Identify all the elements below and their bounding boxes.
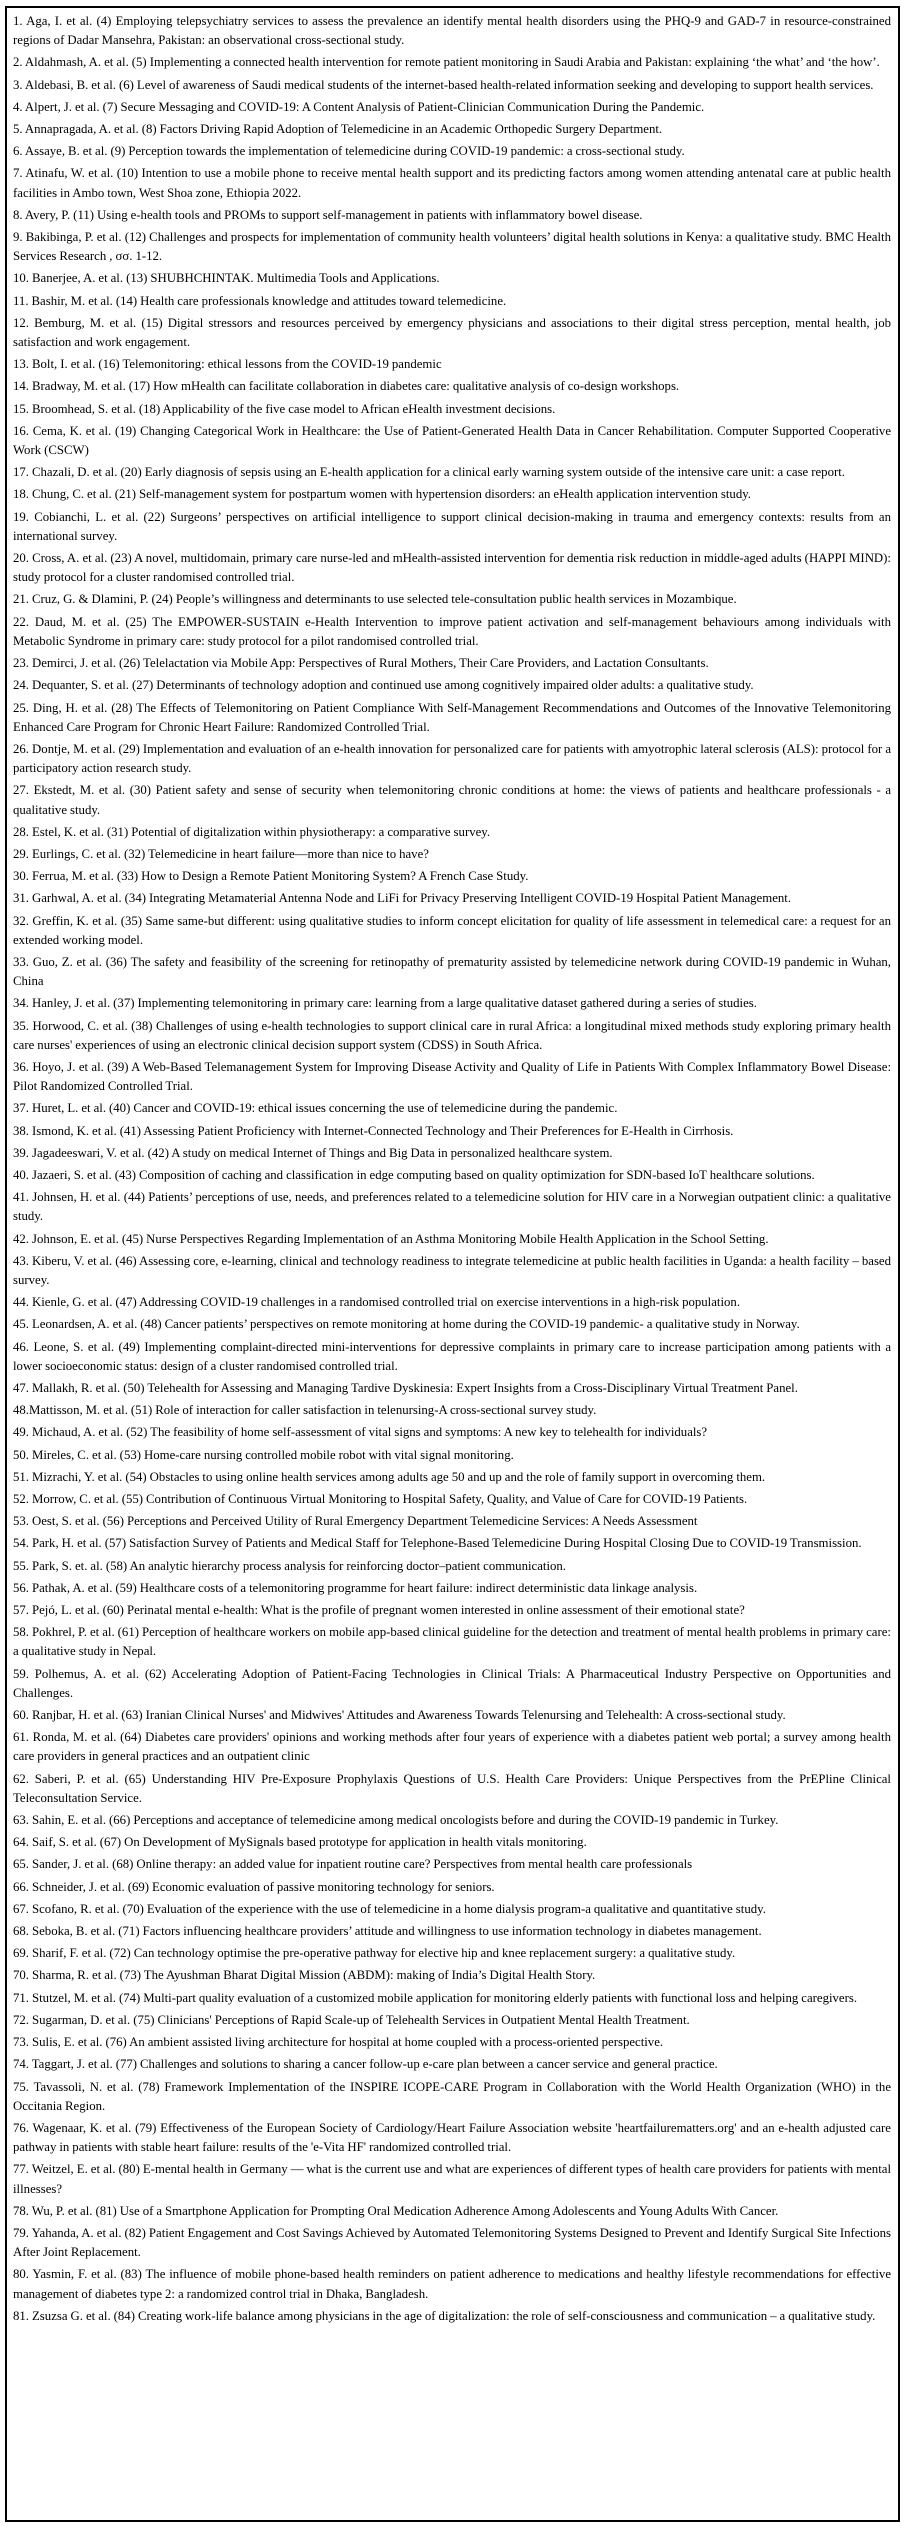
reference-item: 46. Leone, S. et al. (49) Implementing complaint-directed mini-interventions for depressive complaints in primary care to increase participation among patients with a lower socioeconomic status: design of a cluster randomised controlled trial. [13, 1339, 891, 1373]
reference-item: 6. Assaye, B. et al. (9) Perception towards the implementation of telemedicine during COVID-19 pandemic: a cross-sectional study. [13, 144, 685, 159]
reference-item: 50. Mireles, C. et al. (53) Home-care nursing controlled mobile robot with vital signal monitoring. [13, 1447, 514, 1462]
reference-item: 1. Aga, I. et al. (4) Employing telepsychiatry services to assess the prevalence an identify mental health disorders using the PHQ-9 and GAD-7 in resource-constrained regions of Dadar Mansehra, Pakistan: an observational cross-sectional study. [13, 14, 891, 48]
reference-item: 29. Eurlings, C. et al. (32) Telemedicine in heart failure—more than nice to have? [13, 846, 429, 861]
reference-item: 22. Daud, M. et al. (25) The EMPOWER-SUSTAIN e-Health Intervention to improve patient activation and self-management behaviours among individuals with Metabolic Syndrome in primary care: study protocol for a pilot randomised controlled trial. [13, 614, 891, 648]
reference-item: 9. Bakibinga, P. et al. (12) Challenges and prospects for implementation of community health volunteers’ digital health solutions in Kenya: a qualitative study. BMC Health Services Research , σσ. 1-12. [13, 230, 891, 264]
reference-item: 34. Hanley, J. et al. (37) Implementing telemonitoring in primary care: learning from a large qualitative dataset gathered during a series of studies. [13, 996, 757, 1011]
reference-item: 72. Sugarman, D. et al. (75) Clinicians' Perceptions of Rapid Scale-up of Telehealth Services in Outpatient Mental Health Treatment. [13, 2012, 690, 2027]
reference-item: 12. Bemburg, M. et al. (15) Digital stressors and resources perceived by emergency physicians and associations to their digital stress perception, mental health, job satisfaction and work engagement. [13, 315, 891, 350]
reference-item: 31. Garhwal, A. et al. (34) Integrating Metamaterial Antenna Node and LiFi for Privacy Preserving Intelligent COVID-19 Hospital Patient Management. [13, 891, 792, 906]
reference-item: 2. Aldahmash, A. et al. (5) Implementing a connected health intervention for remote patient monitoring in Saudi Arabia and Pakistan: explaining ‘the what’ and ‘the how’. [13, 55, 880, 70]
reference-item: 65. Sander, J. et al. (68) Online therapy: an added value for inpatient routine care? Perspectives from mental health care professionals [13, 1857, 693, 1872]
reference-item: 11. Bashir, M. et al. (14) Health care professionals knowledge and attitudes toward telemedicine. [13, 293, 507, 308]
reference-item: 66. Schneider, J. et al. (69) Economic evaluation of passive monitoring technology for seniors. [13, 1879, 495, 1894]
reference-item: 21. Cruz, G. & Dlamini, P. (24) People’s willingness and determinants to use selected tele-consultation public health services in Mozambique. [13, 592, 737, 607]
reference-item: 35. Horwood, C. et al. (38) Challenges of using e-health technologies to support clinical care in rural Africa: a longitudinal mixed methods study exploring primary health care nurses' experiences of using an electronic clinical decision support system (CDSS) in South Africa. [13, 1018, 891, 1052]
reference-item: 77. Weitzel, E. et al. (80) E-mental health in Germany — what is the current use and what are experiences of different types of health care providers for patients with mental illnesses? [13, 2162, 891, 2196]
reference-item: 58. Pokhrel, P. et al. (61) Perception of healthcare workers on mobile app-based clinical guideline for the detection and treatment of mental health problems in primary care: a qualitative study in Nepal. [13, 1625, 891, 1659]
reference-item: 78. Wu, P. et al. (81) Use of a Smartphone Application for Prompting Oral Medication Adherence Among Adolescents and Young Adults With Cancer. [13, 2203, 779, 2218]
reference-list [13, 12, 891, 2326]
reference-item: 42. Johnson, E. et al. (45) Nurse Perspectives Regarding Implementation of an Asthma Monitoring Mobile Health Application in the School Setting. [13, 1231, 769, 1246]
reference-item: 68. Seboka, B. et al. (71) Factors influencing healthcare providers’ attitude and willingness to use information technology in diabetes management. [13, 1924, 762, 1939]
reference-item: 19. Cobianchi, L. et al. (22) Surgeons’ perspectives on artificial intelligence to support clinical decision-making in trauma and emergency contexts: results from an international survey. [13, 509, 891, 543]
reference-item: 59. Polhemus, A. et al. (62) Accelerating Adoption of Patient-Facing Technologies in Clinical Trials: A Pharmaceutical Industry Perspective on Opportunities and Challenges. [13, 1666, 891, 1700]
reference-item: 69. Sharif, F. et al. (72) Can technology optimise the pre-operative pathway for elective hip and knee replacement surgery: a qualitative study. [13, 1946, 736, 1961]
reference-item: 73. Sulis, E. et al. (76) An ambient assisted living architecture for hospital at home coupled with a process-oriented perspective. [13, 2035, 664, 2050]
reference-item: 7. Atinafu, W. et al. (10) Intention to use a mobile phone to receive mental health support and its predicting factors among women attending antenatal care at public health facilities in Ambo town, West Shoa zone, Ethiopia 2022. [13, 166, 891, 200]
reference-item: 48.Mattisson, M. et al. (51) Role of interaction for caller satisfaction in telenursing-A cross-sectional survey study. [13, 1403, 597, 1418]
reference-item: 25. Ding, H. et al. (28) The Effects of Telemonitoring on Patient Compliance With Self-Management Recommendations and Outcomes of the Innovative Telemonitoring Enhanced Care Program for Chronic Heart Failure: Randomized Controlled Trial. [13, 700, 891, 734]
reference-item: 4. Alpert, J. et al. (7) Secure Messaging and COVID-19: A Content Analysis of Patient-Clinician Communication During the Pandemic. [13, 99, 705, 114]
reference-item: 16. Cema, K. et al. (19) Changing Categorical Work in Healthcare: the Use of Patient-Generated Health Data in Cancer Rehabilitation. Computer Supported Cooperative Work (CSCW) [13, 423, 891, 458]
reference-item: 49. Michaud, A. et al. (52) The feasibility of home self-assessment of vital signs and symptoms: A new key to telehealth for individuals? [13, 1425, 708, 1440]
reference-item: 38. Ismond, K. et al. (41) Assessing Patient Proficiency with Internet-Connected Technology and Their Preferences for E-Health in Cirrhosis. [13, 1123, 734, 1138]
reference-item: 43. Kiberu, V. et al. (46) Assessing core, e-learning, clinical and technology readiness to integrate telemedicine at public health facilities in Uganda: a health facility – based survey. [13, 1253, 891, 1287]
reference-item: 64. Saif, S. et al. (67) On Development of MySignals based prototype for application in health vitals monitoring. [13, 1835, 587, 1850]
reference-item: 57. Pejó, L. et al. (60) Perinatal mental e-health: What is the profile of pregnant women interested in online assessment of their emotional state? [13, 1603, 745, 1618]
reference-item: 32. Greffin, K. et al. (35) Same same-but different: using qualitative studies to inform concept elicitation for quality of life assessment in telemedical care: a request for an extended working model. [13, 913, 891, 947]
reference-item: 44. Kienle, G. et al. (47) Addressing COVID-19 challenges in a randomised controlled trial on exercise interventions in a high-risk population. [13, 1295, 741, 1310]
reference-item: 39. Jagadeeswari, V. et al. (42) A study on medical Internet of Things and Big Data in personalized healthcare system. [13, 1145, 613, 1160]
reference-item: 75. Tavassoli, N. et al. (78) Framework Implementation of the INSPIRE ICOPE-CARE Program in Collaboration with the World Health Organization (WHO) in the Occitania Region. [13, 2079, 891, 2113]
reference-item: 13. Bolt, I. et al. (16) Telemonitoring: ethical lessons from the COVID-19 pandemic [13, 357, 442, 372]
reference-item: 36. Hoyo, J. et al. (39) A Web-Based Telemanagement System for Improving Disease Activity and Quality of Life in Patients With Complex Inflammatory Bowel Disease: Pilot Randomized Controlled Trial. [13, 1059, 891, 1094]
reference-item: 61. Ronda, M. et al. (64) Diabetes care providers' opinions and working methods after four years of experience with a diabetes patient web portal; a survey among health care providers in general practices and an outpatient clinic [13, 1730, 891, 1764]
reference-item: 54. Park, H. et al. (57) Satisfaction Survey of Patients and Medical Staff for Telephone-Based Telemedicine During Hospital Closing Due to COVID-19 Transmission. [13, 1536, 862, 1551]
reference-item: 51. Mizrachi, Y. et al. (54) Obstacles to using online health services among adults age 50 and up and the role of family support in overcoming them. [13, 1469, 766, 1484]
reference-item: 41. Johnsen, H. et al. (44) Patients’ perceptions of use, needs, and preferences related to a telemedicine solution for HIV care in a Norwegian outpatient clinic: a qualitative study. [13, 1190, 891, 1224]
reference-item: 33. Guo, Z. et al. (36) The safety and feasibility of the screening for retinopathy of prematurity assisted by telemedicine network during COVID-19 pandemic in Wuhan, China [13, 954, 891, 989]
reference-item: 70. Sharma, R. et al. (73) The Ayushman Bharat Digital Mission (ABDM): making of India’s Digital Health Story. [13, 1968, 596, 1983]
reference-item: 74. Taggart, J. et al. (77) Challenges and solutions to sharing a cancer follow-up e-care plan between a cancer service and general practice. [13, 2057, 718, 2072]
reference-item: 23. Demirci, J. et al. (26) Telelactation via Mobile App: Perspectives of Rural Mothers, Their Care Providers, and Lactation Consultants. [13, 656, 709, 671]
reference-item: 62. Saberi, P. et al. (65) Understanding HIV Pre-Exposure Prophylaxis Questions of U.S. Health Care Providers: Unique Perspectives from the PrEPline Clinical Teleconsultation Service. [13, 1771, 891, 1805]
reference-item: 63. Sahin, E. et al. (66) Perceptions and acceptance of telemedicine among medical oncologists before and during the COVID-19 pandemic in Turkey. [13, 1813, 779, 1828]
reference-item: 47. Mallakh, R. et al. (50) Telehealth for Assessing and Managing Tardive Dyskinesia: Expert Insights from a Cross-Disciplinary Virtual Treatment Panel. [13, 1381, 798, 1395]
reference-item: 45. Leonardsen, A. et al. (48) Cancer patients’ perspectives on remote monitoring at home during the COVID-19 pandemic- a qualitative study in Norway. [13, 1317, 800, 1332]
reference-item: 8. Avery, P. (11) Using e-health tools and PROMs to support self-management in patients with inflammatory bowel disease. [13, 207, 643, 222]
reference-item: 40. Jazaeri, S. et al. (43) Composition of caching and classification in edge computing based on quality optimization for SDN-based IoT healthcare solutions. [13, 1167, 815, 1182]
reference-item: 26. Dontje, M. et al. (29) Implementation and evaluation of an e-health innovation for personalized care for patients with amyotrophic lateral sclerosis (ALS): protocol for a participatory action research study. [13, 741, 891, 776]
reference-item: 3. Aldebasi, B. et al. (6) Level of awareness of Saudi medical students of the internet-based health-related information seeking and developing to support health services. [13, 77, 874, 92]
reference-item: 15. Broomhead, S. et al. (18) Applicability of the five case model to African eHealth investment decisions. [13, 401, 556, 416]
reference-item: 55. Park, S. et. al. (58) An analytic hierarchy process analysis for reinforcing doctor–patient communication. [13, 1558, 566, 1573]
reference-item: 18. Chung, C. et al. (21) Self-management system for postpartum women with hypertension disorders: an eHealth application intervention study. [13, 487, 751, 502]
reference-item: 79. Yahanda, A. et al. (82) Patient Engagement and Cost Savings Achieved by Automated Telemonitoring Systems Designed to Prevent and Identify Surgical Site Infections After Joint Replacement. [13, 2225, 891, 2260]
reference-item: 30. Ferrua, M. et al. (33) How to Design a Remote Patient Monitoring System? A French Case Study. [13, 869, 529, 884]
reference-item: 71. Stutzel, M. et al. (74) Multi-part quality evaluation of a customized mobile application for monitoring elderly patients with functional loss and helping caregivers. [13, 1990, 858, 2005]
reference-item: 20. Cross, A. et al. (23) A novel, multidomain, primary care nurse-led and mHealth-assisted intervention for dementia risk reduction in middle-aged adults (HAPPI MIND): study protocol for a cluster randomised controlled trial. [13, 551, 891, 585]
reference-item: 52. Morrow, C. et al. (55) Contribution of Continuous Virtual Monitoring to Hospital Safety, Quality, and Value of Care for COVID-19 Patients. [13, 1492, 748, 1507]
reference-item: 76. Wagenaar, K. et al. (79) Effectiveness of the European Society of Cardiology/Heart Failure Association website 'heartfailurematters.org' and an e-health adjusted care pathway in patients with stable heart failure: results of the 'e-Vita HF' randomized controlled trial. [13, 2120, 891, 2155]
reference-item: 28. Estel, K. et al. (31) Potential of digitalization within physiotherapy: a comparative survey. [13, 824, 491, 839]
reference-item: 80. Yasmin, F. et al. (83) The influence of mobile phone-based health reminders on patient adherence to medications and healthy lifestyle recommendations for effective management of diabetes type 2: a randomized control trial in Dhaka, Bangladesh. [13, 2267, 891, 2301]
reference-page-frame [5, 6, 900, 2522]
reference-item: 60. Ranjbar, H. et al. (63) Iranian Clinical Nurses' and Midwives' Attitudes and Awareness Towards Telenursing and Telehealth: A cross-sectional study. [13, 1708, 786, 1723]
reference-item: 67. Scofano, R. et al. (70) Evaluation of the experience with the use of telemedicine in a home dialysis program-a qualitative and quantitative study. [13, 1901, 766, 1916]
reference-item: 5. Annapragada, A. et al. (8) Factors Driving Rapid Adoption of Telemedicine in an Academic Orthopedic Surgery Department. [13, 122, 663, 137]
reference-item: 81. Zsuzsa G. et al. (84) Creating work-life balance among physicians in the age of digitalization: the role of self-consciousness and communication – a qualitative study. [13, 2308, 876, 2323]
reference-item: 10. Banerjee, A. et al. (13) SHUBHCHINTAK. Multimedia Tools and Applications. [13, 271, 440, 286]
reference-item: 24. Dequanter, S. et al. (27) Determinants of technology adoption and continued use among cognitively impaired older adults: a qualitative study. [13, 678, 754, 693]
reference-item: 17. Chazali, D. et al. (20) Early diagnosis of sepsis using an E-health application for a clinical early warning system outside of the intensive care unit: a case report. [13, 465, 845, 480]
reference-item: 14. Bradway, M. et al. (17) How mHealth can facilitate collaboration in diabetes care: qualitative analysis of co-design workshops. [13, 379, 680, 394]
reference-item: 53. Oest, S. et al. (56) Perceptions and Perceived Utility of Rural Emergency Department Telemedicine Services: A Needs Assessment [13, 1514, 698, 1529]
reference-item: 27. Ekstedt, M. et al. (30) Patient safety and sense of security when telemonitoring chronic conditions at home: the views of patients and healthcare professionals - a qualitative study. [13, 783, 891, 817]
reference-item: 56. Pathak, A. et al. (59) Healthcare costs of a telemonitoring programme for heart failure: indirect deterministic data linkage analysis. [13, 1580, 698, 1595]
reference-item: 37. Huret, L. et al. (40) Cancer and COVID-19: ethical issues concerning the use of telemedicine during the pandemic. [13, 1101, 618, 1116]
